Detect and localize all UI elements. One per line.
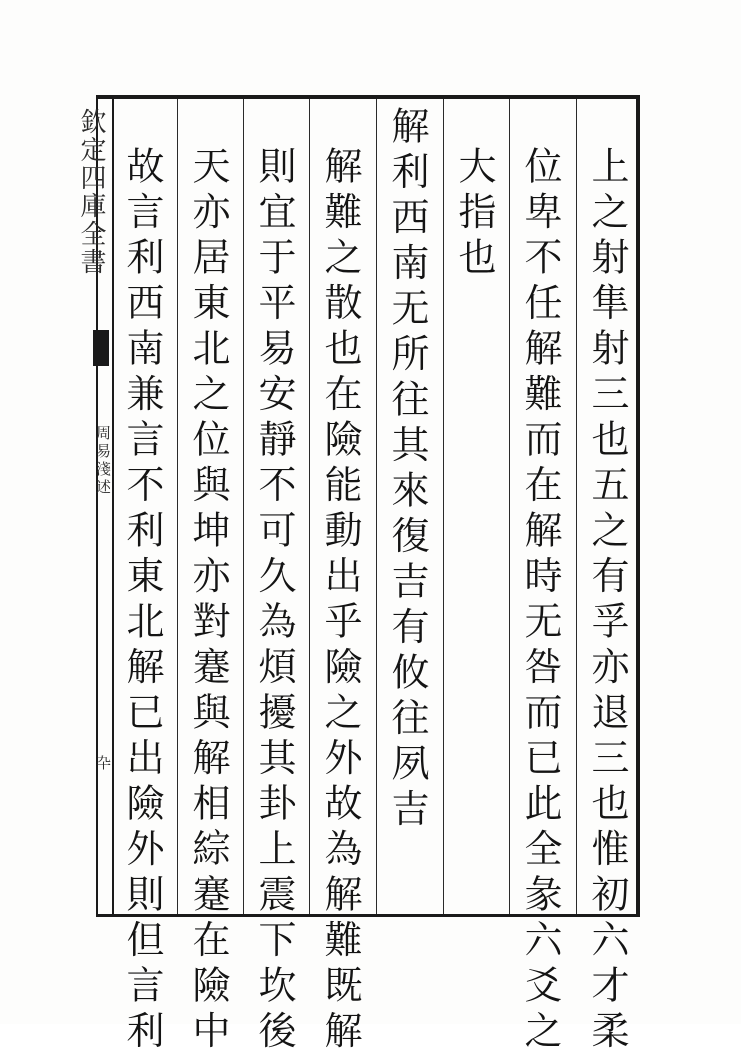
frame-right-border [636, 95, 640, 917]
text-column-7: 天亦居東北之位與坤亦對蹇與解相綜蹇在險中 [186, 146, 230, 1056]
text-column-4-heading: 解利西南无所往其來復吉有攸往夙吉 [385, 106, 429, 834]
column-rule [309, 99, 310, 914]
margin-folio-number: 卆 [94, 755, 112, 770]
margin-book-title: 周易淺述 [94, 425, 112, 497]
margin-black-mark [93, 330, 109, 366]
column-rule [376, 99, 377, 914]
column-rule [576, 99, 577, 914]
column-rule [177, 99, 178, 914]
text-column-1: 上之射隼射三也五之有孚亦退三也惟初六才柔 [585, 146, 629, 1056]
text-column-3: 大指也 [452, 146, 496, 283]
column-rule [443, 99, 444, 914]
margin-rule [112, 99, 114, 914]
column-rule [243, 99, 244, 914]
text-column-2: 位卑不任解難而在解時无咎而已此全彖六爻之 [518, 146, 562, 1056]
text-column-5: 解難之散也在險能動出乎險之外故為解難既解 [318, 146, 362, 1056]
text-column-6: 則宜于平易安靜不可久為煩擾其卦上震下坎後 [252, 146, 296, 1056]
column-rule [509, 99, 510, 914]
text-column-8: 故言利西南兼言不利東北解已出險外則但言利 [120, 146, 164, 1056]
margin-title: 欽定四庫全書 [76, 108, 106, 276]
